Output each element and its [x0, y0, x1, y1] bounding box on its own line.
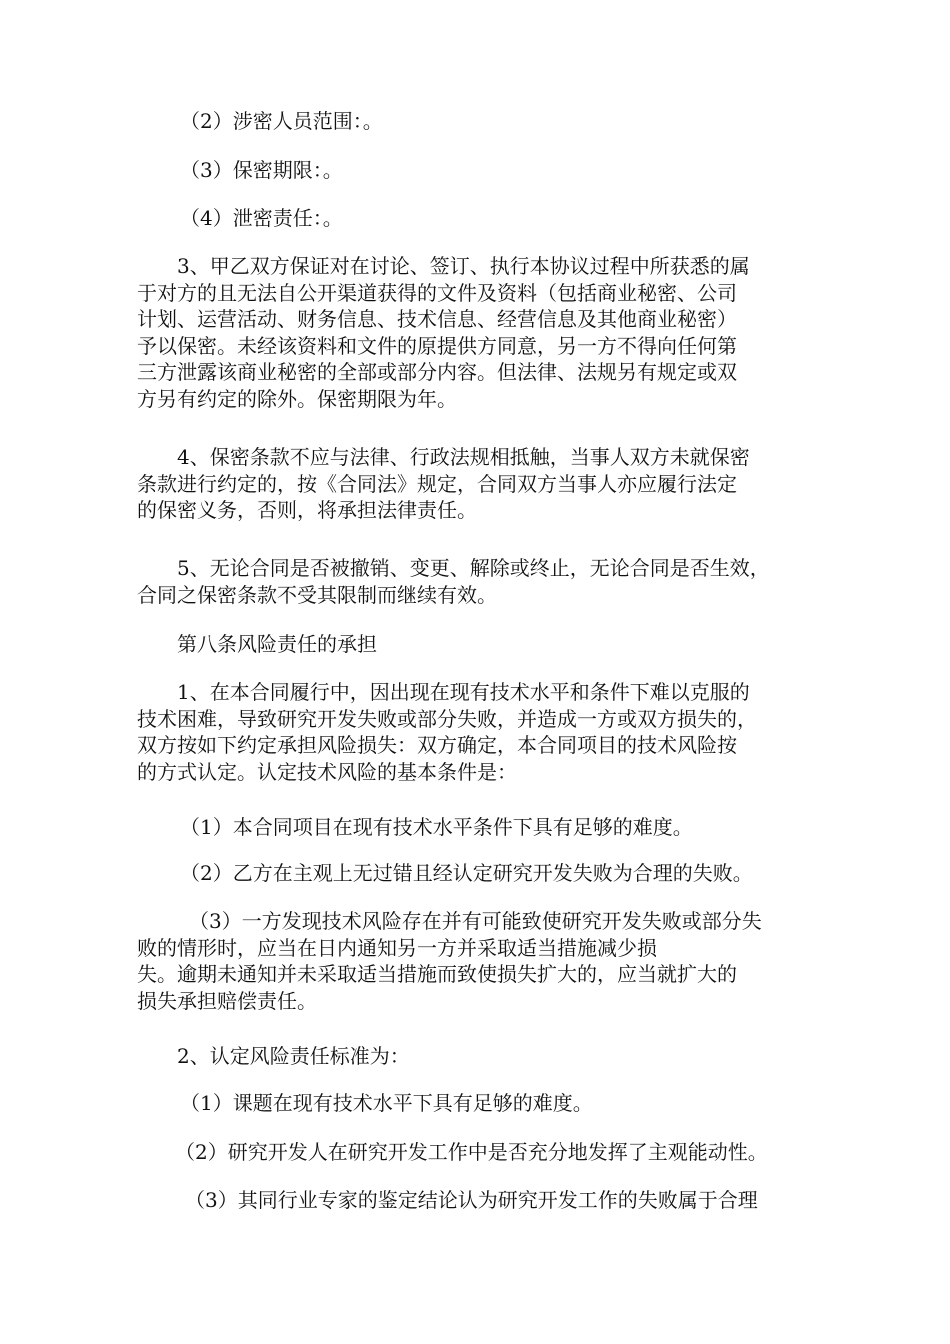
clause-item-confidentiality-period [137, 157, 837, 184]
text-line: （2）研究开发人在研究开发工作中是否充分地发挥了主观能动性。 [175, 1140, 768, 1164]
risk-standard-1 [137, 1090, 837, 1117]
text-line: 1、在本合同履行中，因出现在现有技术水平和条件下难以克服的 [177, 680, 750, 704]
clause-paragraph-4-no-conflict [137, 444, 837, 524]
text-line: （3）一方发现技术风险存在并有可能致使研究开发失败或部分失 [189, 909, 762, 933]
clause-item-leak-liability [137, 205, 837, 232]
text-line: 失。逾期未通知并未采取适当措施而致使损失扩大的，应当就扩大的 [137, 962, 737, 986]
text-line: 3、甲乙双方保证对在讨论、签订、执行本协议过程中所获悉的属 [177, 254, 750, 278]
clause-paragraph-5-survival [137, 555, 837, 608]
text-line: 技术困难，导致研究开发失败或部分失败，并造成一方或双方损失的， [137, 706, 757, 731]
text-line: 的方式认定。认定技术风险的基本条件是： [137, 759, 517, 784]
risk-condition-3 [137, 908, 837, 1014]
text-line: （2）乙方在主观上无过错且经认定研究开发失败为合理的失败。 [180, 861, 753, 885]
text-line: 方另有约定的除外。保密期限为年。 [137, 386, 457, 411]
text-line: 第八条风险责任的承担 [177, 632, 377, 656]
text-line: （3）其同行业专家的鉴定结论认为研究开发工作的失败属于合理 [185, 1188, 758, 1212]
text-line: 三方泄露该商业秘密的全部或部分内容。但法律、法规另有规定或双 [137, 360, 737, 384]
text-line: 合同之保密条款不受其限制而继续有效。 [137, 582, 497, 607]
text-line: 败的情形时，应当在日内通知另一方并采取适当措施减少损 [137, 935, 657, 960]
text-line: （2）涉密人员范围：。 [180, 109, 383, 133]
text-line: 于对方的且无法自公开渠道获得的文件及资料（包括商业秘密、公司 [137, 280, 737, 305]
text-line: 损失承担赔偿责任。 [137, 988, 317, 1013]
text-line: 予以保密。未经该资料和文件的原提供方同意，另一方不得向任何第 [137, 333, 737, 358]
risk-standard-3 [137, 1187, 837, 1214]
text-line: （3）保密期限：。 [180, 158, 343, 182]
clause-paragraph-3-confidentiality [137, 253, 837, 412]
text-line: （4）泄密责任：。 [180, 206, 343, 230]
text-line: 4、保密条款不应与法律、行政法规相抵触，当事人双方未就保密 [177, 445, 750, 469]
risk-standard-2 [137, 1139, 837, 1166]
clause-paragraph-2-risk-standard [137, 1043, 837, 1070]
text-line: 5、无论合同是否被撤销、变更、解除或终止，无论合同是否生效， [177, 556, 770, 580]
text-line: 2、认定风险责任标准为： [177, 1044, 410, 1068]
text-line: （1）课题在现有技术水平下具有足够的难度。 [180, 1091, 593, 1115]
section-heading-article-8 [137, 631, 837, 658]
risk-condition-2 [137, 860, 837, 887]
risk-condition-1 [137, 814, 837, 841]
clause-paragraph-1-risk [137, 679, 837, 785]
text-line: 条款进行约定的，按《合同法》规定，合同双方当事人亦应履行法定 [137, 471, 737, 496]
text-line: 双方按如下约定承担风险损失：双方确定，本合同项目的技术风险按 [137, 733, 737, 757]
text-line: （1）本合同项目在现有技术水平条件下具有足够的难度。 [180, 815, 693, 839]
text-line: 计划、运营活动、财务信息、技术信息、经营信息及其他商业秘密） [137, 307, 737, 331]
text-line: 的保密义务，否则，将承担法律责任。 [137, 498, 477, 522]
clause-item-personnel-scope [137, 108, 837, 135]
